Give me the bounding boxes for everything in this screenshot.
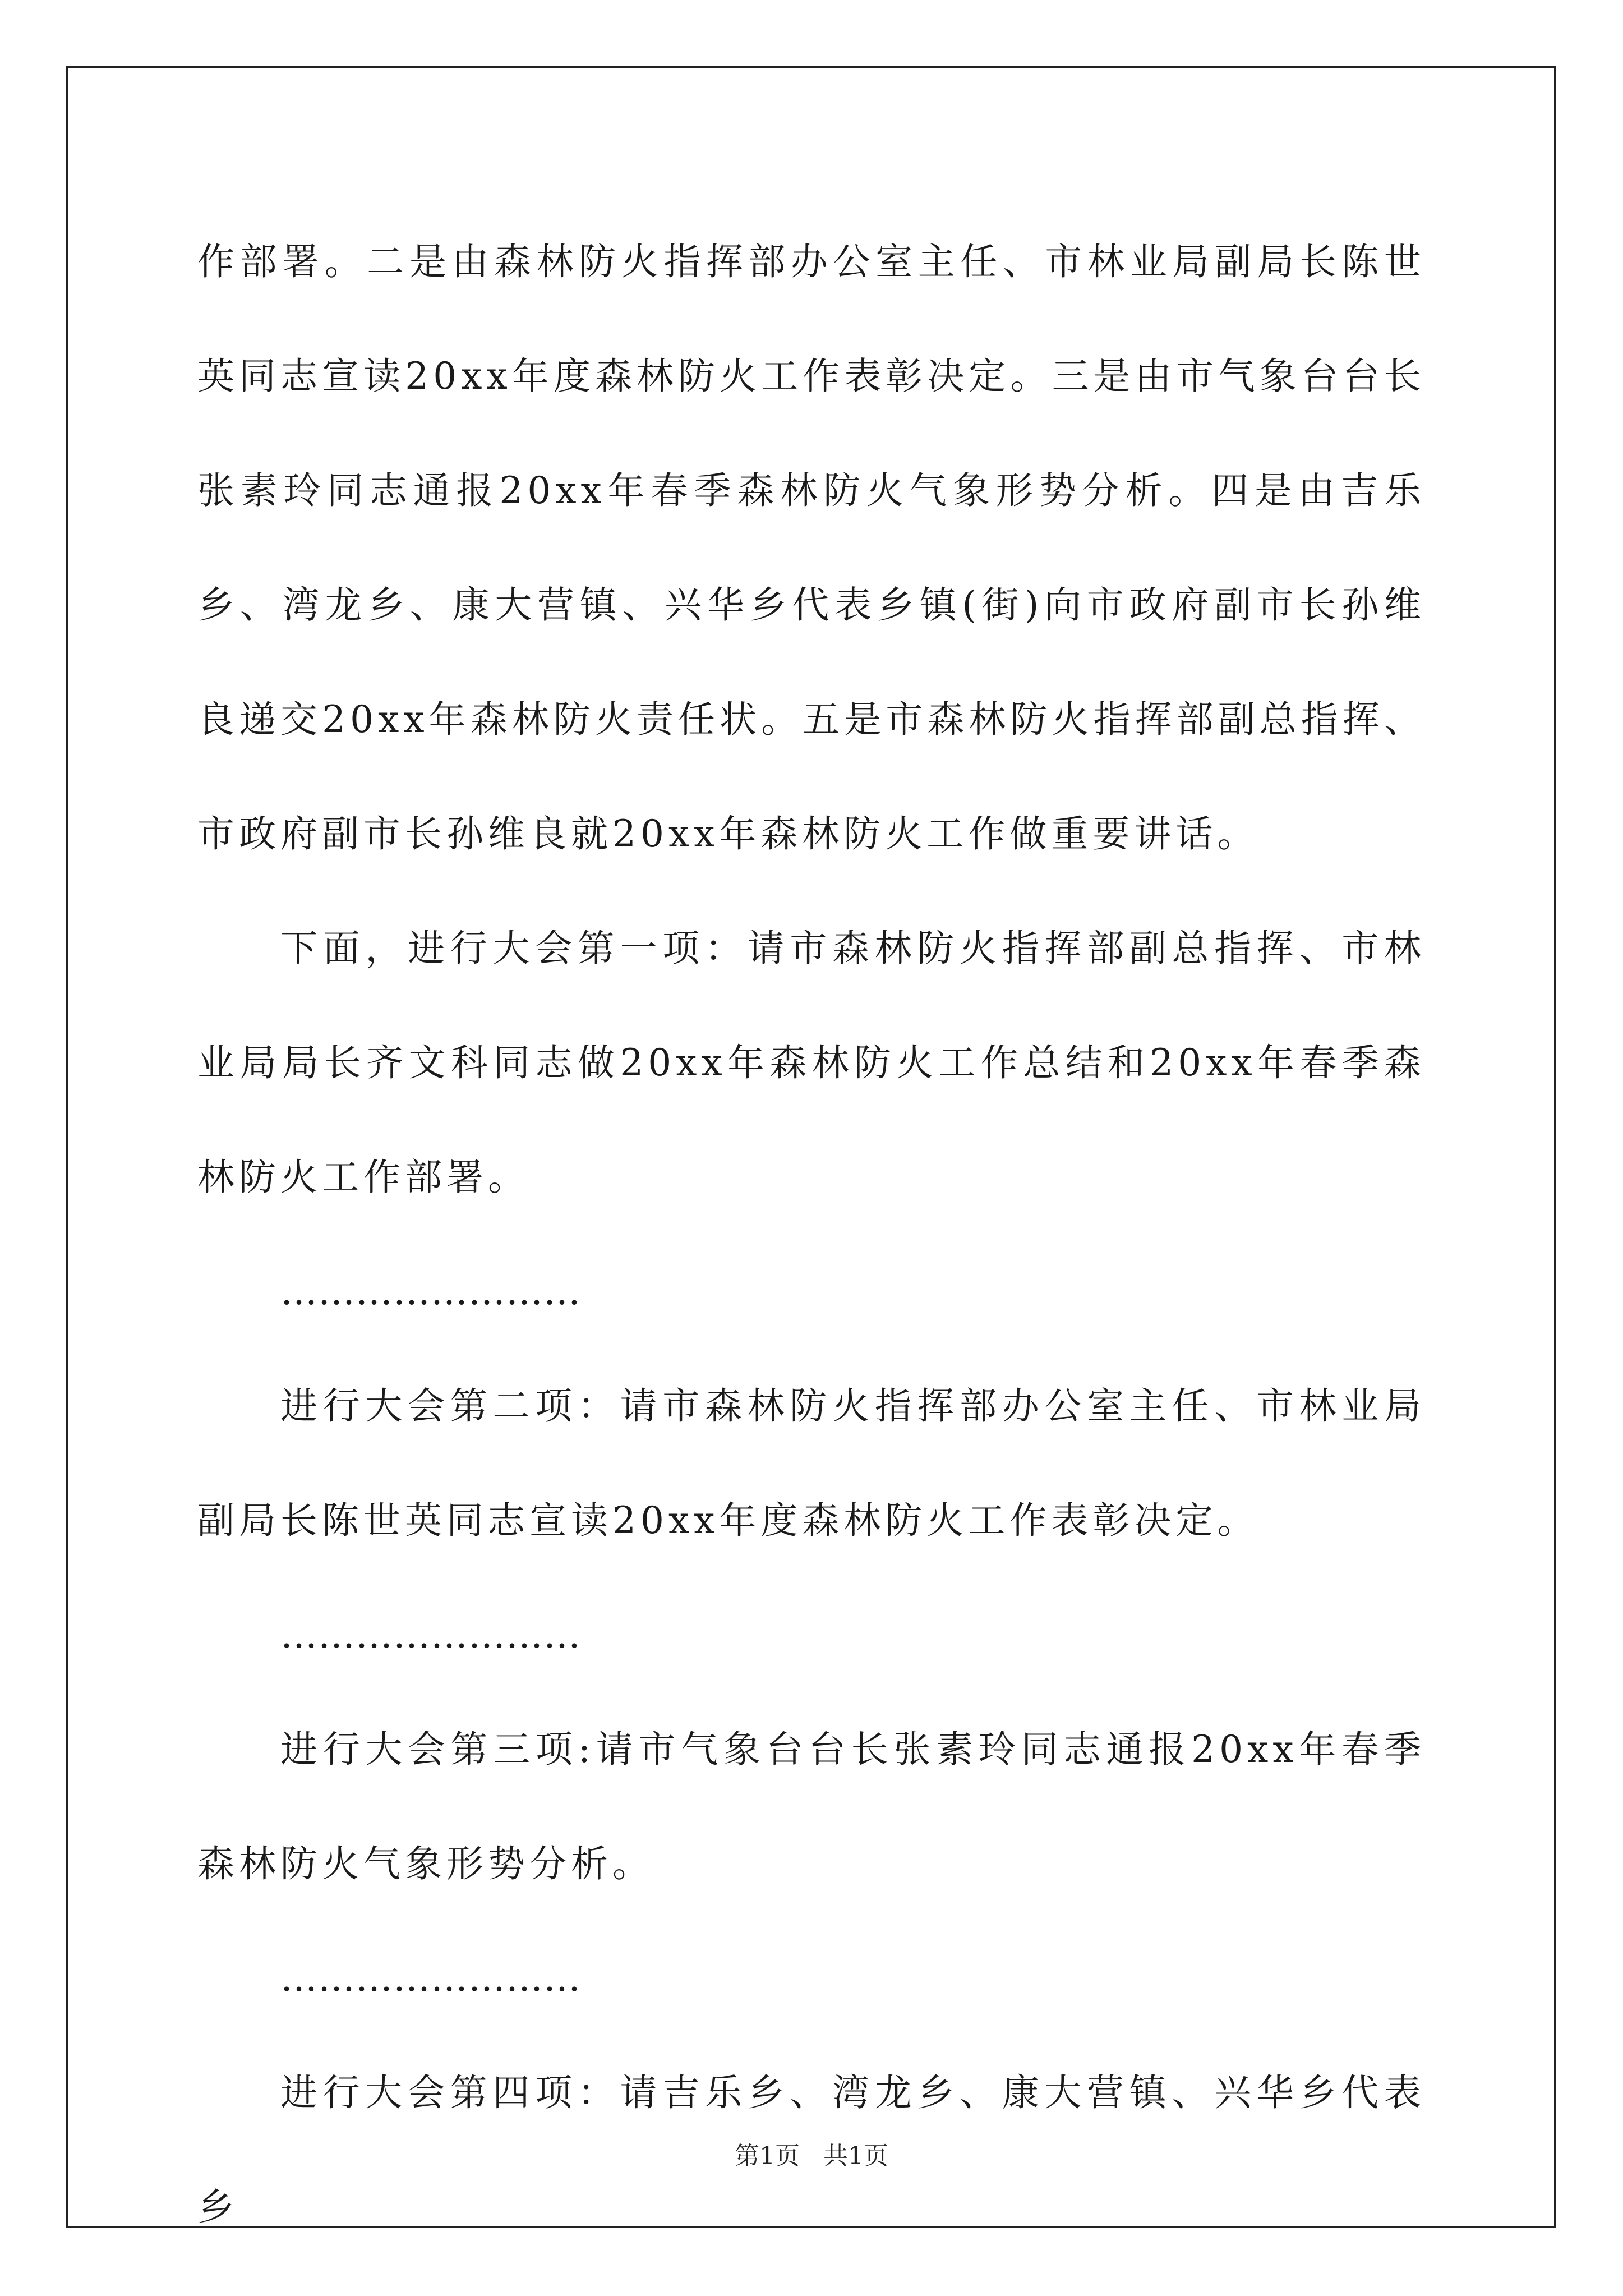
paragraph-item-1: 下面，进行大会第一项：请市森林防火指挥部副总指挥、市林业局局长齐文科同志做20xx年森林防火工作总结和20xx年春季森林防火工作部署。 bbox=[197, 927, 1426, 1199]
document-body bbox=[197, 205, 1426, 2265]
page-footer bbox=[0, 2139, 1623, 2173]
ellipsis-separator: …………………… bbox=[280, 1270, 581, 1313]
paragraph-item-4: 进行大会第四项：请吉乐乡、湾龙乡、康大营镇、兴华乡代表乡 bbox=[197, 2071, 1426, 2229]
paragraph-intro: 作部署。二是由森林防火指挥部办公室主任、市林业局副局长陈世英同志宣读20xx年度森林防火工作表彰决定。三是由市气象台台长张素玲同志通报20xx年春季森林防火气象形势分析。四是由吉乐乡、湾龙乡、康大营镇、兴华乡代表乡镇(街)向市政府副市长孙维良递交20xx年森林防火责任状。五是市森林防火指挥部副总指挥、市政府副市长孙维良就20xx年森林防火工作做重要讲话。 bbox=[197, 240, 1426, 855]
paragraph-item-2: 进行大会第二项：请市森林防火指挥部办公室主任、市林业局副局长陈世英同志宣读20xx年度森林防火工作表彰决定。 bbox=[197, 1384, 1426, 1542]
ellipsis-separator: …………………… bbox=[280, 1957, 581, 2000]
page-number-label: 第1页 共1页 bbox=[735, 2142, 888, 2170]
paragraph-item-3: 进行大会第三项:请市气象台台长张素玲同志通报20xx年春季森林防火气象形势分析。 bbox=[197, 1728, 1426, 1885]
ellipsis-separator: …………………… bbox=[280, 1613, 581, 1657]
